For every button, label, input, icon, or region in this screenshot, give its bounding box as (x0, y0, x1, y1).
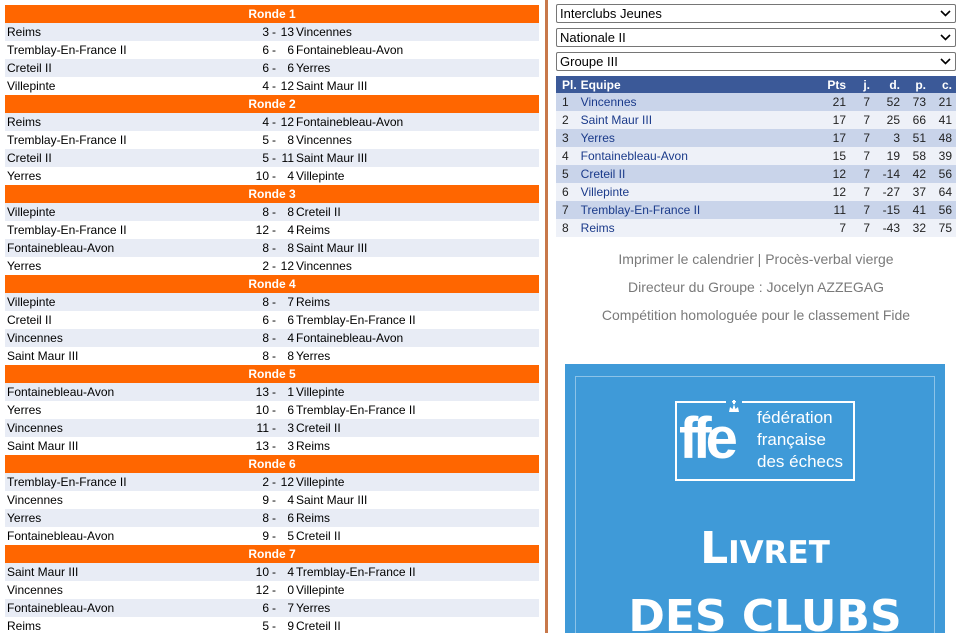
away-team: Tremblay-En-France II (296, 313, 416, 327)
home-team: Fontainebleau-Avon (7, 241, 115, 255)
standings-cell-points: 15 (810, 147, 850, 165)
match-row (5, 473, 539, 491)
away-team: Villepinte (296, 475, 345, 489)
link-separator: | (757, 251, 762, 267)
ad-title-line-1: Livret (700, 523, 830, 574)
standings-cell-diff: 3 (874, 129, 904, 147)
home-score: 5 (262, 151, 269, 165)
standings-cell-for: 42 (904, 165, 930, 183)
ad-title-line-2: DES CLUBS (628, 591, 902, 633)
standings-cell-for: 58 (904, 147, 930, 165)
away-team: Creteil II (296, 421, 341, 435)
score-separator: - (272, 475, 276, 489)
away-score: 9 (287, 619, 294, 633)
home-team: Reims (7, 25, 42, 39)
away-score: 6 (287, 61, 294, 75)
col-header-played: j. (850, 76, 874, 93)
away-team: Reims (296, 295, 331, 309)
standings-row (556, 147, 956, 165)
score-separator: - (272, 439, 276, 453)
match-row (5, 239, 539, 257)
group-select[interactable] (556, 52, 956, 71)
match-row (5, 383, 539, 401)
score-separator: - (272, 403, 276, 417)
standings-cell-against: 48 (930, 129, 956, 147)
away-score: 4 (287, 565, 294, 579)
away-team: Fontainebleau-Avon (296, 331, 404, 345)
home-team: Villepinte (7, 205, 56, 219)
away-score: 6 (287, 511, 294, 525)
info-links (556, 245, 956, 329)
home-team: Vincennes (7, 331, 63, 345)
team-link[interactable]: Creteil II (580, 167, 626, 181)
score-separator: - (272, 205, 276, 219)
round-header: Ronde 3 (5, 185, 539, 203)
away-score: 6 (287, 43, 294, 57)
standings-cell-place: 5 (556, 165, 581, 183)
score-separator: - (272, 169, 276, 183)
home-score: 10 (255, 565, 269, 579)
standings-cell-team (581, 93, 810, 111)
match-row (5, 347, 539, 365)
home-score: 8 (262, 241, 269, 255)
standings-cell-points: 17 (810, 111, 850, 129)
away-team: Villepinte (296, 583, 345, 597)
standings-cell-team (581, 201, 810, 219)
match-row (5, 293, 539, 311)
rounds-panel (5, 5, 539, 633)
score-separator: - (272, 331, 276, 345)
home-score: 4 (262, 79, 269, 93)
home-score: 5 (262, 133, 269, 147)
calendar-links (556, 245, 956, 273)
standings-row (556, 111, 956, 129)
home-team: Yerres (7, 169, 42, 183)
home-team: Saint Maur III (7, 439, 79, 453)
round-header: Ronde 2 (5, 95, 539, 113)
score-separator: - (272, 493, 276, 507)
col-header-place: Pl. (556, 76, 581, 93)
match-row (5, 113, 539, 131)
match-row (5, 617, 539, 633)
away-score: 1 (287, 385, 294, 399)
standings-cell-place: 4 (556, 147, 581, 165)
away-score: 8 (287, 205, 294, 219)
score-separator: - (272, 115, 276, 129)
match-row (5, 221, 539, 239)
division-select[interactable] (556, 28, 956, 47)
home-team: Yerres (7, 259, 42, 273)
away-team: Villepinte (296, 169, 345, 183)
home-score: 6 (262, 601, 269, 615)
match-row (5, 563, 539, 581)
score-separator: - (272, 583, 276, 597)
score-separator: - (272, 421, 276, 435)
match-row (5, 77, 539, 95)
away-score: 4 (287, 331, 294, 345)
standings-cell-team (581, 219, 810, 237)
match-row (5, 203, 539, 221)
home-score: 10 (255, 403, 269, 417)
standings-row (556, 201, 956, 219)
home-team: Creteil II (7, 61, 52, 75)
col-header-team: Equipe (581, 76, 810, 93)
panel-divider (545, 0, 548, 633)
match-row (5, 509, 539, 527)
score-separator: - (272, 385, 276, 399)
score-separator: - (272, 529, 276, 543)
match-row (5, 329, 539, 347)
home-score: 8 (262, 349, 269, 363)
standings-cell-points: 11 (810, 201, 850, 219)
home-score: 2 (262, 475, 269, 489)
score-separator: - (272, 151, 276, 165)
away-team: Vincennes (296, 25, 352, 39)
score-separator: - (272, 511, 276, 525)
chevron-down-icon (940, 5, 951, 17)
home-score: 8 (262, 511, 269, 525)
standings-cell-played: 7 (850, 183, 874, 201)
division-select-value: Nationale II (560, 30, 626, 45)
match-row (5, 419, 539, 437)
home-score: 9 (262, 493, 269, 507)
away-team: Tremblay-En-France II (296, 403, 416, 417)
score-separator: - (272, 223, 276, 237)
home-team: Saint Maur III (7, 565, 79, 579)
away-score: 4 (287, 223, 294, 237)
score-separator: - (272, 349, 276, 363)
standings-panel (556, 4, 956, 329)
standings-cell-points: 12 (810, 165, 850, 183)
standings-cell-place: 6 (556, 183, 581, 201)
away-score: 5 (287, 529, 294, 543)
standings-cell-played: 7 (850, 219, 874, 237)
standings-cell-diff: 19 (874, 147, 904, 165)
away-team: Vincennes (296, 259, 352, 273)
home-score: 11 (256, 421, 269, 435)
home-score: 3 (262, 25, 269, 39)
team-link[interactable]: Villepinte (580, 185, 630, 199)
standings-cell-against: 56 (930, 201, 956, 219)
logo-line-2: française (757, 430, 826, 449)
group-director: Directeur du Groupe : Jocelyn AZZEGAG (628, 279, 884, 295)
standings-cell-played: 7 (850, 93, 874, 111)
away-score: 11 (281, 151, 294, 165)
away-score: 13 (280, 25, 294, 39)
logo-line-1: fédération (757, 408, 833, 427)
team-link[interactable]: Reims (580, 221, 615, 235)
home-score: 2 (262, 259, 269, 273)
home-team: Reims (7, 619, 42, 633)
score-separator: - (272, 619, 276, 633)
blank-report-link[interactable]: Procès-verbal vierge (765, 251, 894, 267)
home-team: Villepinte (7, 295, 56, 309)
home-score: 12 (255, 223, 269, 237)
match-row (5, 149, 539, 167)
ad-frame (575, 376, 935, 633)
match-row (5, 581, 539, 599)
match-row (5, 599, 539, 617)
standings-cell-team (581, 129, 810, 147)
livret-clubs-ad[interactable] (565, 364, 945, 633)
away-score: 3 (287, 439, 294, 453)
standings-row (556, 219, 956, 237)
standings-cell-place: 2 (556, 111, 581, 129)
score-separator: - (272, 61, 276, 75)
away-score: 4 (287, 169, 294, 183)
home-team: Reims (7, 115, 42, 129)
away-team: Fontainebleau-Avon (296, 43, 404, 57)
away-score: 7 (287, 295, 294, 309)
home-score: 8 (262, 331, 269, 345)
competition-select-value: Interclubs Jeunes (560, 6, 662, 21)
home-team: Tremblay-En-France II (7, 223, 127, 237)
team-link[interactable]: Yerres (580, 131, 615, 145)
round-header: Ronde 5 (5, 365, 539, 383)
team-link[interactable]: Tremblay-En-France II (580, 203, 701, 217)
home-score: 4 (262, 115, 269, 129)
standings-cell-played: 7 (850, 129, 874, 147)
logo-text (757, 407, 843, 473)
round-header: Ronde 7 (5, 545, 539, 563)
home-team: Vincennes (7, 421, 63, 435)
score-separator: - (272, 295, 276, 309)
match-row (5, 401, 539, 419)
standings-cell-for: 32 (904, 219, 930, 237)
score-separator: - (272, 79, 276, 93)
score-separator: - (272, 565, 276, 579)
away-team: Tremblay-En-France II (296, 565, 416, 579)
home-team: Fontainebleau-Avon (7, 529, 115, 543)
standings-cell-place: 8 (556, 219, 581, 237)
home-team: Saint Maur III (7, 349, 79, 363)
standings-cell-diff: -15 (874, 201, 904, 219)
away-team: Saint Maur III (296, 151, 368, 165)
away-score: 12 (280, 475, 294, 489)
team-link[interactable]: Fontainebleau-Avon (580, 149, 688, 163)
home-score: 6 (262, 313, 269, 327)
round-header: Ronde 6 (5, 455, 539, 473)
home-team: Fontainebleau-Avon (7, 601, 115, 615)
away-team: Fontainebleau-Avon (296, 115, 404, 129)
standings-cell-team (581, 111, 810, 129)
home-score: 10 (255, 169, 269, 183)
round-header: Ronde 4 (5, 275, 539, 293)
standings-cell-diff: -14 (874, 165, 904, 183)
standings-cell-played: 7 (850, 111, 874, 129)
standings-cell-played: 7 (850, 165, 874, 183)
away-team: Yerres (296, 601, 331, 615)
match-row (5, 527, 539, 545)
score-separator: - (272, 241, 276, 255)
away-score: 4 (287, 493, 294, 507)
standings-cell-points: 12 (810, 183, 850, 201)
group-select-value: Groupe III (560, 54, 618, 69)
away-score: 8 (287, 133, 294, 147)
standings-cell-team (581, 183, 810, 201)
round-header: Ronde 1 (5, 5, 539, 23)
col-header-for: p. (904, 76, 930, 93)
standings-row (556, 129, 956, 147)
standings-cell-diff: -43 (874, 219, 904, 237)
match-row (5, 491, 539, 509)
home-team: Fontainebleau-Avon (7, 385, 115, 399)
score-separator: - (272, 25, 276, 39)
standings-cell-for: 37 (904, 183, 930, 201)
match-row (5, 311, 539, 329)
fide-notice: Compétition homologuée pour le classement Fide (601, 307, 911, 323)
away-score: 6 (287, 313, 294, 327)
standings-cell-place: 3 (556, 129, 581, 147)
home-team: Tremblay-En-France II (7, 133, 127, 147)
away-team: Villepinte (296, 385, 345, 399)
standings-cell-against: 21 (930, 93, 956, 111)
print-calendar-link[interactable]: Imprimer le calendrier (618, 251, 754, 267)
standings-cell-points: 21 (810, 93, 850, 111)
match-row (5, 131, 539, 149)
home-team: Yerres (7, 511, 42, 525)
away-team: Creteil II (296, 619, 341, 633)
away-score: 3 (287, 421, 294, 435)
match-row (5, 167, 539, 185)
home-team: Vincennes (7, 493, 63, 507)
away-team: Reims (296, 223, 331, 237)
away-team: Reims (296, 511, 331, 525)
standings-cell-points: 7 (810, 219, 850, 237)
home-score: 5 (262, 619, 269, 633)
standings-cell-diff: -27 (874, 183, 904, 201)
away-team: Saint Maur III (296, 241, 368, 255)
away-team: Yerres (296, 61, 331, 75)
away-score: 12 (280, 115, 294, 129)
score-separator: - (272, 259, 276, 273)
match-row (5, 59, 539, 77)
standings-cell-played: 7 (850, 147, 874, 165)
away-score: 12 (280, 259, 294, 273)
home-team: Tremblay-En-France II (7, 475, 127, 489)
home-team: Creteil II (7, 313, 52, 327)
match-row (5, 41, 539, 59)
home-score: 8 (262, 205, 269, 219)
away-team: Creteil II (296, 205, 341, 219)
away-team: Saint Maur III (296, 79, 368, 93)
away-team: Creteil II (296, 529, 341, 543)
away-score: 8 (287, 241, 294, 255)
standings-cell-team (581, 165, 810, 183)
away-score: 6 (287, 403, 294, 417)
competition-select[interactable] (556, 4, 956, 23)
standings-header-row (556, 76, 956, 93)
home-score: 6 (262, 61, 269, 75)
standings-cell-diff: 25 (874, 111, 904, 129)
home-score: 8 (262, 295, 269, 309)
standings-row (556, 183, 956, 201)
home-score: 9 (262, 529, 269, 543)
chevron-down-icon (940, 53, 951, 65)
standings-row (556, 165, 956, 183)
standings-cell-for: 73 (904, 93, 930, 111)
away-score: 0 (287, 583, 294, 597)
team-link[interactable]: Saint Maur III (580, 113, 653, 127)
score-separator: - (272, 133, 276, 147)
team-link[interactable]: Vincennes (580, 95, 637, 109)
away-score: 12 (280, 79, 294, 93)
standings-cell-for: 51 (904, 129, 930, 147)
standings-cell-place: 1 (556, 93, 581, 111)
home-team: Villepinte (7, 79, 56, 93)
standings-cell-against: 39 (930, 147, 956, 165)
home-team: Yerres (7, 403, 42, 417)
standings-cell-for: 41 (904, 201, 930, 219)
ffe-logo (675, 401, 855, 481)
col-header-diff: d. (874, 76, 904, 93)
home-team: Tremblay-En-France II (7, 43, 127, 57)
home-score: 12 (255, 583, 269, 597)
home-team: Vincennes (7, 583, 63, 597)
away-team: Reims (296, 439, 331, 453)
standings-table (556, 76, 956, 237)
standings-cell-team (581, 147, 810, 165)
match-row (5, 257, 539, 275)
score-separator: - (272, 601, 276, 615)
standings-cell-against: 75 (930, 219, 956, 237)
standings-cell-against: 64 (930, 183, 956, 201)
home-score: 6 (262, 43, 269, 57)
match-row (5, 437, 539, 455)
away-team: Saint Maur III (296, 493, 368, 507)
col-header-points: Pts (810, 76, 850, 93)
standings-cell-against: 56 (930, 165, 956, 183)
standings-cell-place: 7 (556, 201, 581, 219)
home-score: 13 (255, 439, 269, 453)
score-separator: - (272, 313, 276, 327)
home-team: Creteil II (7, 151, 52, 165)
logo-line-3: des échecs (757, 452, 843, 471)
chevron-down-icon (940, 29, 951, 41)
home-score: 13 (255, 385, 269, 399)
standings-cell-for: 66 (904, 111, 930, 129)
away-team: Vincennes (296, 133, 352, 147)
standings-cell-played: 7 (850, 201, 874, 219)
standings-row (556, 93, 956, 111)
standings-cell-against: 41 (930, 111, 956, 129)
col-header-against: c. (930, 76, 956, 93)
logo-mark: ffe (679, 406, 732, 471)
match-row (5, 23, 539, 41)
away-score: 7 (287, 601, 294, 615)
score-separator: - (272, 43, 276, 57)
away-team: Yerres (296, 349, 331, 363)
standings-cell-diff: 52 (874, 93, 904, 111)
standings-cell-points: 17 (810, 129, 850, 147)
away-score: 8 (287, 349, 294, 363)
